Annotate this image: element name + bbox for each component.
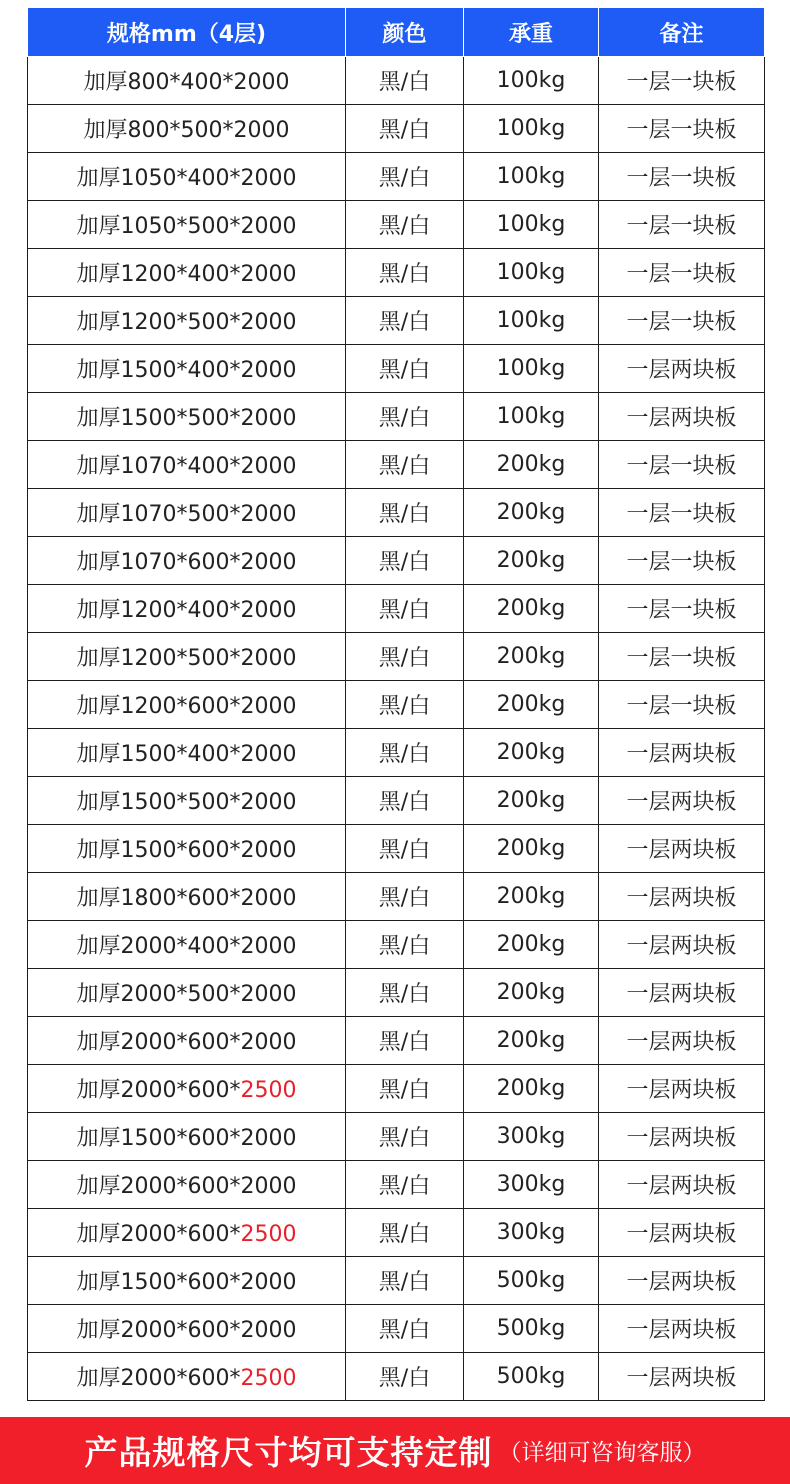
cell-load: 200kg — [464, 633, 599, 681]
cell-load: 500kg — [464, 1353, 599, 1401]
cell-spec — [28, 297, 346, 345]
cell-color: 黑/白 — [346, 537, 464, 585]
spec-height: 2000 — [233, 70, 290, 95]
cell-spec — [28, 969, 346, 1017]
cell-note: 一层一块板 — [599, 681, 765, 729]
spec-height: 2000 — [240, 934, 297, 959]
cell-color: 黑/白 — [346, 249, 464, 297]
cell-spec — [28, 105, 346, 153]
cell-spec — [28, 249, 346, 297]
cell-note: 一层一块板 — [599, 297, 765, 345]
cell-spec — [28, 345, 346, 393]
cell-spec — [28, 921, 346, 969]
spec-height: 2000 — [240, 1126, 297, 1151]
cell-load: 200kg — [464, 441, 599, 489]
cell-color: 黑/白 — [346, 777, 464, 825]
spec-height: 2000 — [240, 598, 297, 623]
spec-dimensions: 加厚2000*500* — [76, 982, 241, 1007]
spec-dimensions: 加厚1200*600* — [76, 694, 241, 719]
spec-height: 2000 — [240, 1270, 297, 1295]
cell-load: 200kg — [464, 1065, 599, 1113]
cell-load: 200kg — [464, 777, 599, 825]
cell-note: 一层一块板 — [599, 249, 765, 297]
cell-note: 一层两块板 — [599, 921, 765, 969]
cell-spec — [28, 1305, 346, 1353]
cell-spec — [28, 729, 346, 777]
cell-note: 一层两块板 — [599, 873, 765, 921]
cell-spec — [28, 393, 346, 441]
spec-table — [27, 7, 765, 1401]
cell-color: 黑/白 — [346, 57, 464, 105]
cell-note: 一层两块板 — [599, 825, 765, 873]
spec-height: 2000 — [240, 454, 297, 479]
spec-height: 2000 — [240, 214, 297, 239]
cell-spec — [28, 1353, 346, 1401]
cell-spec — [28, 1257, 346, 1305]
table-row — [28, 1017, 765, 1065]
cell-load: 100kg — [464, 153, 599, 201]
cell-color: 黑/白 — [346, 825, 464, 873]
cell-load: 300kg — [464, 1161, 599, 1209]
header-color: 颜色 — [346, 8, 464, 57]
cell-spec — [28, 825, 346, 873]
table-row — [28, 57, 765, 105]
table-row — [28, 825, 765, 873]
cell-spec — [28, 489, 346, 537]
spec-dimensions: 加厚2000*600* — [76, 1318, 241, 1343]
table-header-row — [28, 8, 765, 57]
spec-height: 2000 — [240, 358, 297, 383]
spec-height: 2000 — [240, 1174, 297, 1199]
spec-dimensions: 加厚1500*400* — [76, 742, 241, 767]
table-row — [28, 153, 765, 201]
spec-dimensions: 加厚1200*400* — [76, 262, 241, 287]
cell-note: 一层两块板 — [599, 729, 765, 777]
cell-spec — [28, 153, 346, 201]
spec-dimensions: 加厚1050*500* — [76, 214, 241, 239]
table-row — [28, 537, 765, 585]
spec-dimensions: 加厚1500*500* — [76, 406, 241, 431]
cell-note: 一层一块板 — [599, 489, 765, 537]
table-row — [28, 633, 765, 681]
spec-height: 2000 — [240, 742, 297, 767]
table-row — [28, 1209, 765, 1257]
spec-height: 2000 — [240, 550, 297, 575]
spec-height: 2000 — [240, 1318, 297, 1343]
spec-dimensions: 加厚1500*600* — [76, 838, 241, 863]
table-row — [28, 1353, 765, 1401]
table-row — [28, 201, 765, 249]
cell-note: 一层两块板 — [599, 969, 765, 1017]
header-spec: 规格mm（4层) — [28, 8, 346, 57]
cell-note: 一层一块板 — [599, 201, 765, 249]
cell-spec — [28, 1113, 346, 1161]
table-body — [28, 57, 765, 1401]
cell-color: 黑/白 — [346, 921, 464, 969]
cell-load: 100kg — [464, 201, 599, 249]
cell-note: 一层两块板 — [599, 1353, 765, 1401]
cell-color: 黑/白 — [346, 1353, 464, 1401]
table-row — [28, 777, 765, 825]
cell-note: 一层一块板 — [599, 585, 765, 633]
cell-color: 黑/白 — [346, 681, 464, 729]
spec-height: 2000 — [240, 1030, 297, 1055]
cell-spec — [28, 1161, 346, 1209]
cell-note: 一层一块板 — [599, 57, 765, 105]
cell-note: 一层一块板 — [599, 441, 765, 489]
cell-spec — [28, 777, 346, 825]
cell-color: 黑/白 — [346, 105, 464, 153]
spec-dimensions: 加厚1200*400* — [76, 598, 241, 623]
spec-height: 2500 — [240, 1366, 297, 1391]
cell-note: 一层一块板 — [599, 153, 765, 201]
spec-dimensions: 加厚1070*500* — [76, 502, 241, 527]
spec-dimensions: 加厚2000*600* — [76, 1030, 241, 1055]
cell-spec — [28, 681, 346, 729]
spec-dimensions: 加厚1500*600* — [76, 1126, 241, 1151]
cell-load: 200kg — [464, 921, 599, 969]
cell-color: 黑/白 — [346, 633, 464, 681]
cell-note: 一层两块板 — [599, 1113, 765, 1161]
cell-load: 100kg — [464, 393, 599, 441]
cell-color: 黑/白 — [346, 873, 464, 921]
cell-note: 一层两块板 — [599, 1257, 765, 1305]
cell-spec — [28, 1065, 346, 1113]
cell-load: 200kg — [464, 729, 599, 777]
cell-load: 100kg — [464, 297, 599, 345]
spec-height: 2000 — [240, 310, 297, 335]
table-row — [28, 921, 765, 969]
cell-note: 一层两块板 — [599, 1161, 765, 1209]
cell-color: 黑/白 — [346, 201, 464, 249]
cell-spec — [28, 537, 346, 585]
table-row — [28, 1065, 765, 1113]
spec-dimensions: 加厚1200*500* — [76, 646, 241, 671]
table-row — [28, 441, 765, 489]
spec-dimensions: 加厚1500*400* — [76, 358, 241, 383]
cell-spec — [28, 633, 346, 681]
cell-load: 200kg — [464, 825, 599, 873]
spec-dimensions: 加厚1500*600* — [76, 1270, 241, 1295]
cell-load: 200kg — [464, 585, 599, 633]
cell-load: 100kg — [464, 105, 599, 153]
table-row — [28, 969, 765, 1017]
cell-spec — [28, 1209, 346, 1257]
cell-load: 200kg — [464, 489, 599, 537]
cell-spec — [28, 1017, 346, 1065]
cell-note: 一层两块板 — [599, 393, 765, 441]
cell-color: 黑/白 — [346, 729, 464, 777]
header-note: 备注 — [599, 8, 765, 57]
cell-color: 黑/白 — [346, 489, 464, 537]
spec-height: 2000 — [240, 502, 297, 527]
table-row — [28, 681, 765, 729]
cell-load: 200kg — [464, 969, 599, 1017]
spec-height: 2000 — [240, 646, 297, 671]
cell-load: 200kg — [464, 873, 599, 921]
cell-color: 黑/白 — [346, 969, 464, 1017]
cell-color: 黑/白 — [346, 1161, 464, 1209]
banner-main-text: 产品规格尺寸均可支持定制 — [84, 1433, 493, 1472]
cell-color: 黑/白 — [346, 297, 464, 345]
header-load: 承重 — [464, 8, 599, 57]
spec-dimensions: 加厚2000*600* — [76, 1174, 241, 1199]
cell-load: 200kg — [464, 537, 599, 585]
spec-dimensions: 加厚1800*600* — [76, 886, 241, 911]
cell-color: 黑/白 — [346, 1257, 464, 1305]
cell-color: 黑/白 — [346, 153, 464, 201]
banner-sub-text: （详细可咨询客服） — [498, 1440, 706, 1466]
table-row — [28, 393, 765, 441]
spec-dimensions: 加厚800*400* — [83, 70, 234, 95]
spec-dimensions: 加厚2000*400* — [76, 934, 241, 959]
cell-color: 黑/白 — [346, 441, 464, 489]
cell-load: 500kg — [464, 1257, 599, 1305]
spec-height: 2500 — [240, 1078, 297, 1103]
spec-height: 2500 — [240, 1222, 297, 1247]
cell-color: 黑/白 — [346, 345, 464, 393]
cell-spec — [28, 57, 346, 105]
spec-height: 2000 — [240, 262, 297, 287]
spec-height: 2000 — [240, 694, 297, 719]
spec-dimensions: 加厚2000*600* — [76, 1222, 241, 1247]
table-row — [28, 1257, 765, 1305]
cell-load: 200kg — [464, 1017, 599, 1065]
cell-color: 黑/白 — [346, 393, 464, 441]
cell-note: 一层两块板 — [599, 1209, 765, 1257]
spec-height: 2000 — [240, 982, 297, 1007]
spec-height: 2000 — [240, 790, 297, 815]
spec-height: 2000 — [233, 118, 290, 143]
spec-dimensions: 加厚1200*500* — [76, 310, 241, 335]
cell-spec — [28, 201, 346, 249]
cell-spec — [28, 873, 346, 921]
cell-color: 黑/白 — [346, 1113, 464, 1161]
cell-note: 一层一块板 — [599, 105, 765, 153]
spec-height: 2000 — [240, 406, 297, 431]
spec-height: 2000 — [240, 838, 297, 863]
spec-dimensions: 加厚1070*400* — [76, 454, 241, 479]
cell-note: 一层一块板 — [599, 537, 765, 585]
cell-load: 100kg — [464, 57, 599, 105]
spec-height: 2000 — [240, 166, 297, 191]
cell-load: 200kg — [464, 681, 599, 729]
cell-color: 黑/白 — [346, 585, 464, 633]
table-row — [28, 105, 765, 153]
cell-note: 一层两块板 — [599, 1017, 765, 1065]
table-row — [28, 1305, 765, 1353]
spec-dimensions: 加厚2000*600* — [76, 1366, 241, 1391]
cell-note: 一层两块板 — [599, 345, 765, 393]
table-row — [28, 729, 765, 777]
cell-load: 100kg — [464, 249, 599, 297]
cell-color: 黑/白 — [346, 1017, 464, 1065]
cell-load: 500kg — [464, 1305, 599, 1353]
cell-spec — [28, 441, 346, 489]
cell-load: 300kg — [464, 1113, 599, 1161]
cell-note: 一层一块板 — [599, 633, 765, 681]
cell-load: 300kg — [464, 1209, 599, 1257]
table-row — [28, 1161, 765, 1209]
cell-note: 一层两块板 — [599, 777, 765, 825]
table-row — [28, 1113, 765, 1161]
table-row — [28, 489, 765, 537]
table-row — [28, 297, 765, 345]
spec-height: 2000 — [240, 886, 297, 911]
cell-note: 一层两块板 — [599, 1305, 765, 1353]
spec-dimensions: 加厚1050*400* — [76, 166, 241, 191]
spec-dimensions: 加厚1500*500* — [76, 790, 241, 815]
table-row — [28, 345, 765, 393]
table-row — [28, 873, 765, 921]
cell-load: 100kg — [464, 345, 599, 393]
spec-dimensions: 加厚2000*600* — [76, 1078, 241, 1103]
cell-color: 黑/白 — [346, 1305, 464, 1353]
table-row — [28, 249, 765, 297]
cell-note: 一层两块板 — [599, 1065, 765, 1113]
cell-spec — [28, 585, 346, 633]
cell-color: 黑/白 — [346, 1209, 464, 1257]
spec-dimensions: 加厚800*500* — [83, 118, 234, 143]
table-row — [28, 585, 765, 633]
spec-dimensions: 加厚1070*600* — [76, 550, 241, 575]
customization-banner — [0, 1417, 790, 1484]
cell-color: 黑/白 — [346, 1065, 464, 1113]
